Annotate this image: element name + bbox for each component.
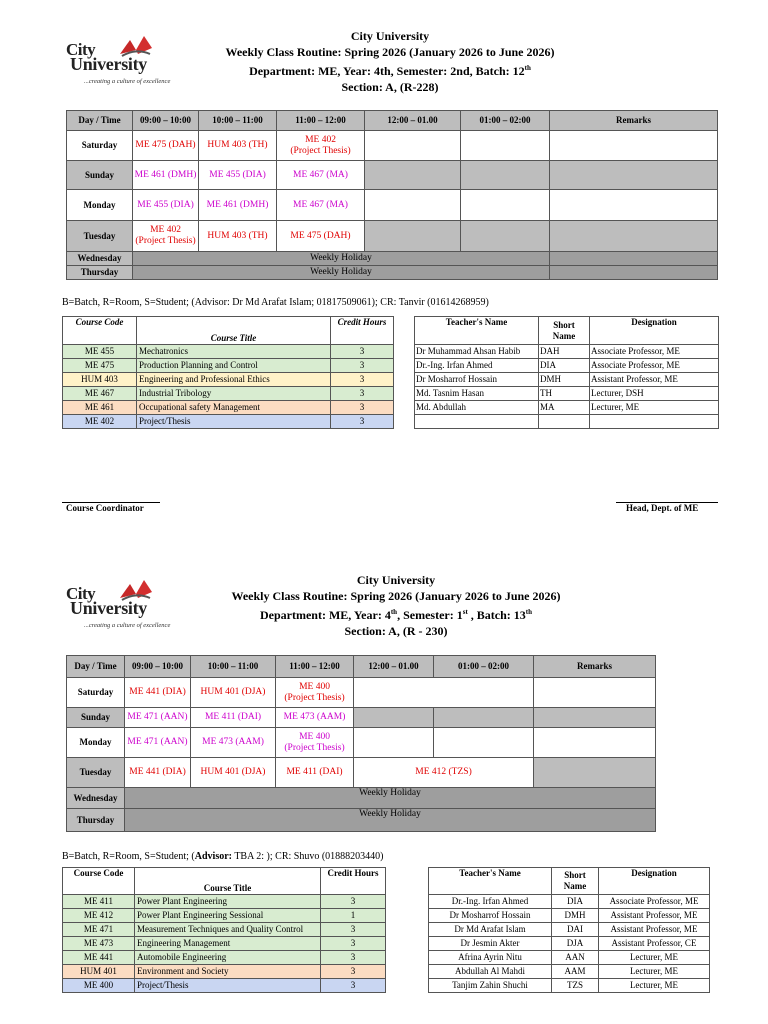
class-cell: ME 473 (AAM) <box>191 728 276 758</box>
remarks-cell <box>550 266 718 280</box>
empty-cell <box>461 221 550 252</box>
class-cell: ME 461 (DMH) <box>199 190 277 221</box>
teacher-row: Md. Abdullah MA Lecturer, ME <box>415 401 719 415</box>
header-remarks: Remarks <box>534 656 656 678</box>
class-cell: ME 402 (Project Thesis) <box>277 131 365 161</box>
course-row: ME 455 Mechatronics 3 <box>63 345 394 359</box>
empty-cell <box>461 190 550 221</box>
header-credit-hours: Credit Hours <box>321 868 386 895</box>
class-cell: ME 412 (TZS) <box>354 758 534 788</box>
routine2-schedule-table <box>66 655 656 832</box>
header-course-title: Course Title <box>137 317 331 345</box>
class-cell: ME 400 (Project Thesis) <box>276 678 354 708</box>
class-cell: ME 467 (MA) <box>277 190 365 221</box>
header-slot-4: 12:00 – 01.00 <box>354 656 434 678</box>
course-row: ME 467 Industrial Tribology 3 <box>63 387 394 401</box>
logo-tagline: ...creating a culture of excellence <box>84 622 171 629</box>
routine2-section: Section: A, (R - 230) <box>344 624 448 638</box>
class-cell: ME 400 (Project Thesis) <box>276 728 354 758</box>
teacher-row: Dr Mosharrof Hossain DMH Assistant Professor, ME <box>415 373 719 387</box>
class-cell: HUM 403 (TH) <box>199 221 277 252</box>
logo-tagline: ...creating a culture of excellence <box>84 78 171 85</box>
header-slot-5: 01:00 – 02:00 <box>461 111 550 131</box>
header-remarks: Remarks <box>550 111 718 131</box>
header-credit-hours: Credit Hours <box>331 317 394 345</box>
routine1-course-table <box>62 316 394 429</box>
course-row: ME 471 Measurement Techniques and Quality Control 3 <box>63 923 386 937</box>
teacher-row: Dr.-Ing. Irfan Ahmed DIA Associate Professor, ME <box>415 359 719 373</box>
teacher-row: Dr Mosharrof Hossain DMH Assistant Professor, ME <box>429 909 710 923</box>
header-course-code: Course Code <box>63 317 137 345</box>
class-cell: HUM 401 (DJA) <box>191 678 276 708</box>
day-tuesday: Tuesday <box>67 221 133 252</box>
routine1-title-block <box>180 28 600 95</box>
routine1-teacher-table <box>414 316 719 429</box>
empty-cell <box>354 728 434 758</box>
day-thursday: Thursday <box>67 809 125 832</box>
routine1-university: City University <box>350 29 430 43</box>
teacher-row: Dr.-Ing. Irfan Ahmed DIA Associate Professor, ME <box>429 895 710 909</box>
empty-cell <box>365 161 461 190</box>
course-row: HUM 403 Engineering and Professional Ethics 3 <box>63 373 394 387</box>
routine1-department: Department: ME, Year: 4th, Semester: 2nd, Batch: 12th <box>249 64 531 78</box>
class-cell: ME 455 (DIA) <box>199 161 277 190</box>
remarks-cell <box>550 161 718 190</box>
course-row: ME 473 Engineering Management 3 <box>63 937 386 951</box>
class-cell: ME 471 (AAN) <box>125 728 191 758</box>
header-slot-3: 11:00 – 12:00 <box>277 111 365 131</box>
day-monday: Monday <box>67 190 133 221</box>
header-slot-1: 09:00 – 10:00 <box>133 111 199 131</box>
logo-university-text: University <box>70 598 147 618</box>
empty-cell <box>354 708 434 728</box>
empty-cell <box>365 190 461 221</box>
routine1-section: Section: A, (R-228) <box>341 80 439 94</box>
class-cell: ME 471 (AAN) <box>125 708 191 728</box>
routine2-title-block <box>186 572 606 639</box>
routine1-schedule-table <box>66 110 718 280</box>
routine2-teacher-table <box>428 867 710 993</box>
class-cell: ME 402 (Project Thesis) <box>133 221 199 252</box>
day-wednesday: Wednesday <box>67 252 133 266</box>
course-row: ME 475 Production Planning and Control 3 <box>63 359 394 373</box>
day-tuesday: Tuesday <box>67 758 125 788</box>
teacher-row: Abdullah Al Mahdi AAM Lecturer, ME <box>429 965 710 979</box>
header-short-name: Short Name <box>552 868 599 895</box>
teacher-row: Dr Md Arafat Islam DAI Assistant Professor, ME <box>429 923 710 937</box>
empty-cell <box>365 131 461 161</box>
course-row: ME 461 Occupational safety Management 3 <box>63 401 394 415</box>
course-row: HUM 401 Environment and Society 3 <box>63 965 386 979</box>
routine1-advisor-note: B=Batch, R=Room, S=Student; (Advisor: Dr Md Arafat Islam; 01817509061); CR: Tanvir (01614268959) <box>62 297 489 308</box>
remarks-cell <box>534 728 656 758</box>
empty-cell <box>434 728 534 758</box>
class-cell: ME 467 (MA) <box>277 161 365 190</box>
header-day-time: Day / Time <box>67 656 125 678</box>
teacher-row <box>415 415 719 429</box>
header-designation: Designation <box>590 317 719 345</box>
routine2-advisor-note: B=Batch, R=Room, S=Student; (Advisor: TBA 2: ); CR: Shuvo (01888203440) <box>62 851 384 862</box>
header-teacher-name: Teacher's Name <box>415 317 539 345</box>
remarks-cell <box>550 190 718 221</box>
logo-university-text: University <box>70 54 147 74</box>
course-row: ME 400 Project/Thesis 3 <box>63 979 386 993</box>
remarks-cell <box>534 708 656 728</box>
class-cell: HUM 403 (TH) <box>199 131 277 161</box>
day-sunday: Sunday <box>67 161 133 190</box>
header-slot-4: 12:00 – 01.00 <box>365 111 461 131</box>
header-short-name: Short Name <box>539 317 590 345</box>
head-dept-label: Head, Dept. of ME <box>626 503 699 513</box>
empty-cell <box>354 678 534 708</box>
teacher-row: Tanjim Zahin Shuchi TZS Lecturer, ME <box>429 979 710 993</box>
holiday-cell: Weekly Holiday <box>125 788 656 809</box>
empty-cell <box>461 161 550 190</box>
header-designation: Designation <box>599 868 710 895</box>
day-thursday: Thursday <box>67 266 133 280</box>
routine2-department: Department: ME, Year: 4th, Semester: 1st , Batch: 13th <box>259 608 533 622</box>
day-sunday: Sunday <box>67 708 125 728</box>
teacher-row: Dr Muhammad Ahsan Habib DAH Associate Professor, ME <box>415 345 719 359</box>
remarks-cell <box>550 131 718 161</box>
class-cell: ME 411 (DAI) <box>276 758 354 788</box>
class-cell: ME 411 (DAI) <box>191 708 276 728</box>
header-course-title: Course Title <box>135 868 321 895</box>
class-cell: ME 461 (DMH) <box>133 161 199 190</box>
routine2-university: City University <box>356 573 436 587</box>
logo-city-text: City <box>66 584 96 603</box>
class-cell: ME 475 (DAH) <box>133 131 199 161</box>
teacher-row: Dr Jesmin Akter DJA Assistant Professor, CE <box>429 937 710 951</box>
class-cell: ME 441 (DIA) <box>125 678 191 708</box>
day-saturday: Saturday <box>67 678 125 708</box>
header-slot-1: 09:00 – 10:00 <box>125 656 191 678</box>
teacher-row: Afrina Ayrin Nitu AAN Lecturer, ME <box>429 951 710 965</box>
header-course-code: Course Code <box>63 868 135 895</box>
empty-cell <box>365 221 461 252</box>
routine1-title: Weekly Class Routine: Spring 2026 (January 2026 to June 2026) <box>225 45 555 59</box>
header-slot-3: 11:00 – 12:00 <box>276 656 354 678</box>
remarks-cell <box>534 678 656 708</box>
routine2-course-table <box>62 867 386 993</box>
class-cell: ME 475 (DAH) <box>277 221 365 252</box>
header-slot-2: 10:00 – 11:00 <box>199 111 277 131</box>
university-logo <box>66 34 176 96</box>
logo-city-text: City <box>66 40 96 59</box>
routine2-title: Weekly Class Routine: Spring 2026 (January 2026 to June 2026) <box>231 589 561 603</box>
course-row: ME 441 Automobile Engineering 3 <box>63 951 386 965</box>
remarks-cell <box>534 758 656 788</box>
holiday-cell: Weekly Holiday <box>133 266 550 280</box>
header-teacher-name: Teacher's Name <box>429 868 552 895</box>
course-row: ME 412 Power Plant Engineering Sessional 1 <box>63 909 386 923</box>
remarks-cell <box>550 221 718 252</box>
holiday-cell: Weekly Holiday <box>133 252 550 266</box>
course-row: ME 411 Power Plant Engineering 3 <box>63 895 386 909</box>
day-saturday: Saturday <box>67 131 133 161</box>
course-row: ME 402 Project/Thesis 3 <box>63 415 394 429</box>
day-monday: Monday <box>67 728 125 758</box>
course-coordinator-label: Course Coordinator <box>66 503 144 513</box>
university-logo <box>66 578 176 640</box>
class-cell: HUM 401 (DJA) <box>191 758 276 788</box>
header-slot-5: 01:00 – 02:00 <box>434 656 534 678</box>
teacher-row: Md. Tasnim Hasan TH Lecturer, DSH <box>415 387 719 401</box>
header-day-time: Day / Time <box>67 111 133 131</box>
header-slot-2: 10:00 – 11:00 <box>191 656 276 678</box>
remarks-cell <box>550 252 718 266</box>
empty-cell <box>434 708 534 728</box>
class-cell: ME 473 (AAM) <box>276 708 354 728</box>
day-wednesday: Wednesday <box>67 788 125 809</box>
class-cell: ME 455 (DIA) <box>133 190 199 221</box>
empty-cell <box>461 131 550 161</box>
holiday-cell: Weekly Holiday <box>125 809 656 832</box>
class-cell: ME 441 (DIA) <box>125 758 191 788</box>
